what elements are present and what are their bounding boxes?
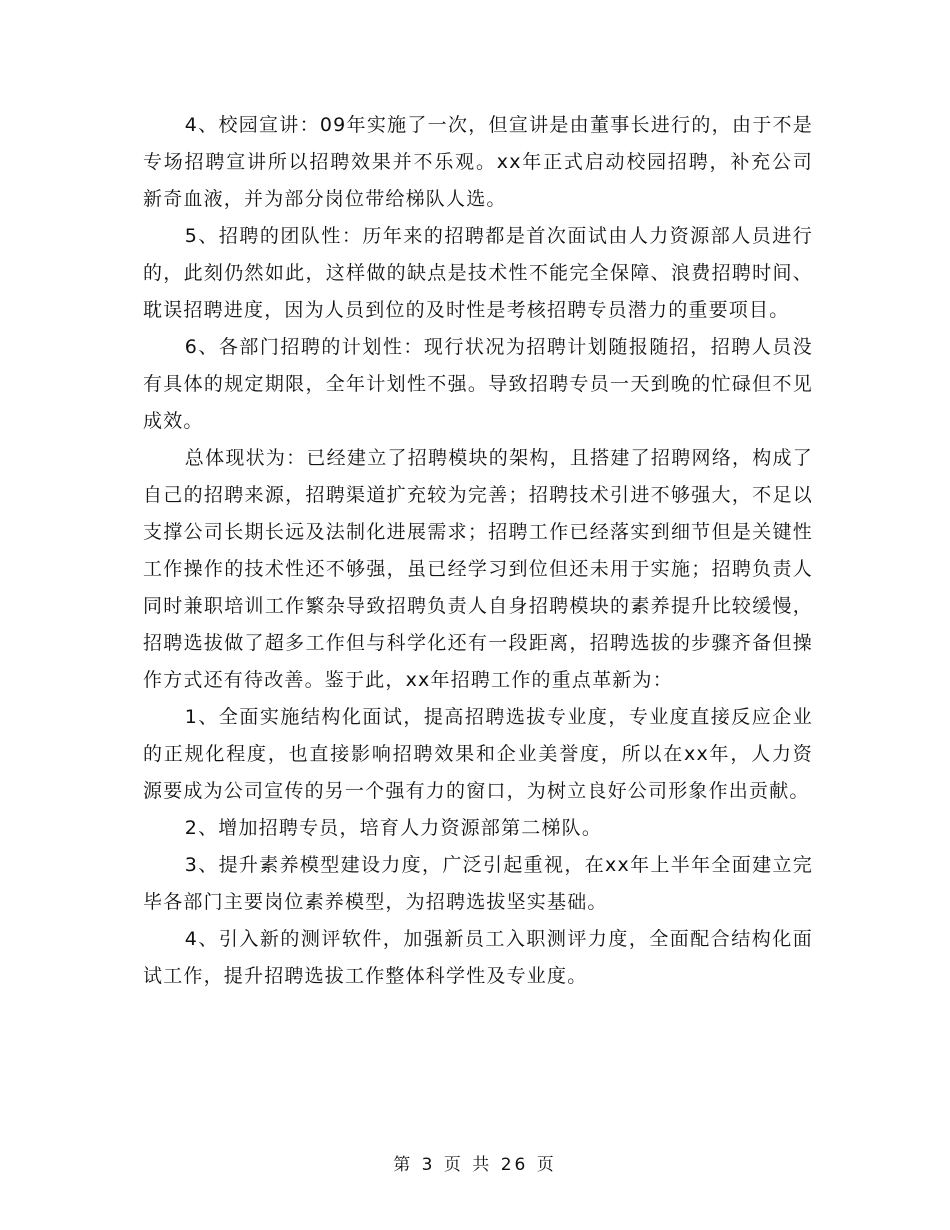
paragraph-structured-interview: 1、全面实施结构化面试，提高招聘选拔专业度，专业度直接反应企业的正规化程度，也直接影响招聘效果和企业美誉度，所以在xx年，人力资源要成为公司宣传的另一个强有力的窗口，为树立良好公司形象作出贡献。 — [143, 706, 813, 802]
paragraph-assessment-software: 4、引入新的测评软件，加强新员工入职测评力度，全面配合结构化面试工作，提升招聘选拔工作整体科学性及专业度。 — [143, 928, 813, 987]
page-number-footer: 第 3 页 共 26 页 — [393, 1155, 557, 1175]
paragraph-team-recruiting: 5、招聘的团队性：历年来的招聘都是首次面试由人力资源部人员进行的，此刻仍然如此，这样做的缺点是技术性不能完全保障、浪费招聘时间、耽误招聘进度，因为人员到位的及时性是考核招聘专员潜力的重要项目。 — [143, 225, 813, 321]
paragraph-department-planning: 6、各部门招聘的计划性：现行状况为招聘计划随报随招，招聘人员没有具体的规定期限，全年计划性不强。导致招聘专员一天到晚的忙碌但不见成效。 — [143, 336, 813, 432]
paragraph-campus-recruiting: 4、校园宣讲：09年实施了一次，但宣讲是由董事长进行的，由于不是专场招聘宣讲所以招聘效果并不乐观。xx年正式启动校园招聘，补充公司新奇血液，并为部分岗位带给梯队人选。 — [143, 114, 813, 210]
document-body — [143, 107, 813, 995]
paragraph-overall-status: 总体现状为：已经建立了招聘模块的架构，且搭建了招聘网络，构成了自己的招聘来源，招聘渠道扩充较为完善；招聘技术引进不够强大，不足以支撑公司长期长远及法制化进展需求；招聘工作已经落实到细节但是关键性工作操作的技术性还不够强，虽已经学习到位但还未用于实施；招聘负责人同时兼职培训工作繁杂导致招聘负责人自身招聘模块的素养提升比较缓慢，招聘选拔做了超多工作但与科学化还有一段距离，招聘选拔的步骤齐备但操作方式还有待改善。鉴于此，xx年招聘工作的重点革新为： — [143, 447, 813, 691]
paragraph-competency-model: 3、提升素养模型建设力度，广泛引起重视，在xx年上半年全面建立完毕各部门主要岗位素养模型，为招聘选拔坚实基础。 — [143, 854, 813, 913]
paragraph-add-recruiters: 2、增加招聘专员，培育人力资源部第二梯队。 — [184, 817, 603, 839]
